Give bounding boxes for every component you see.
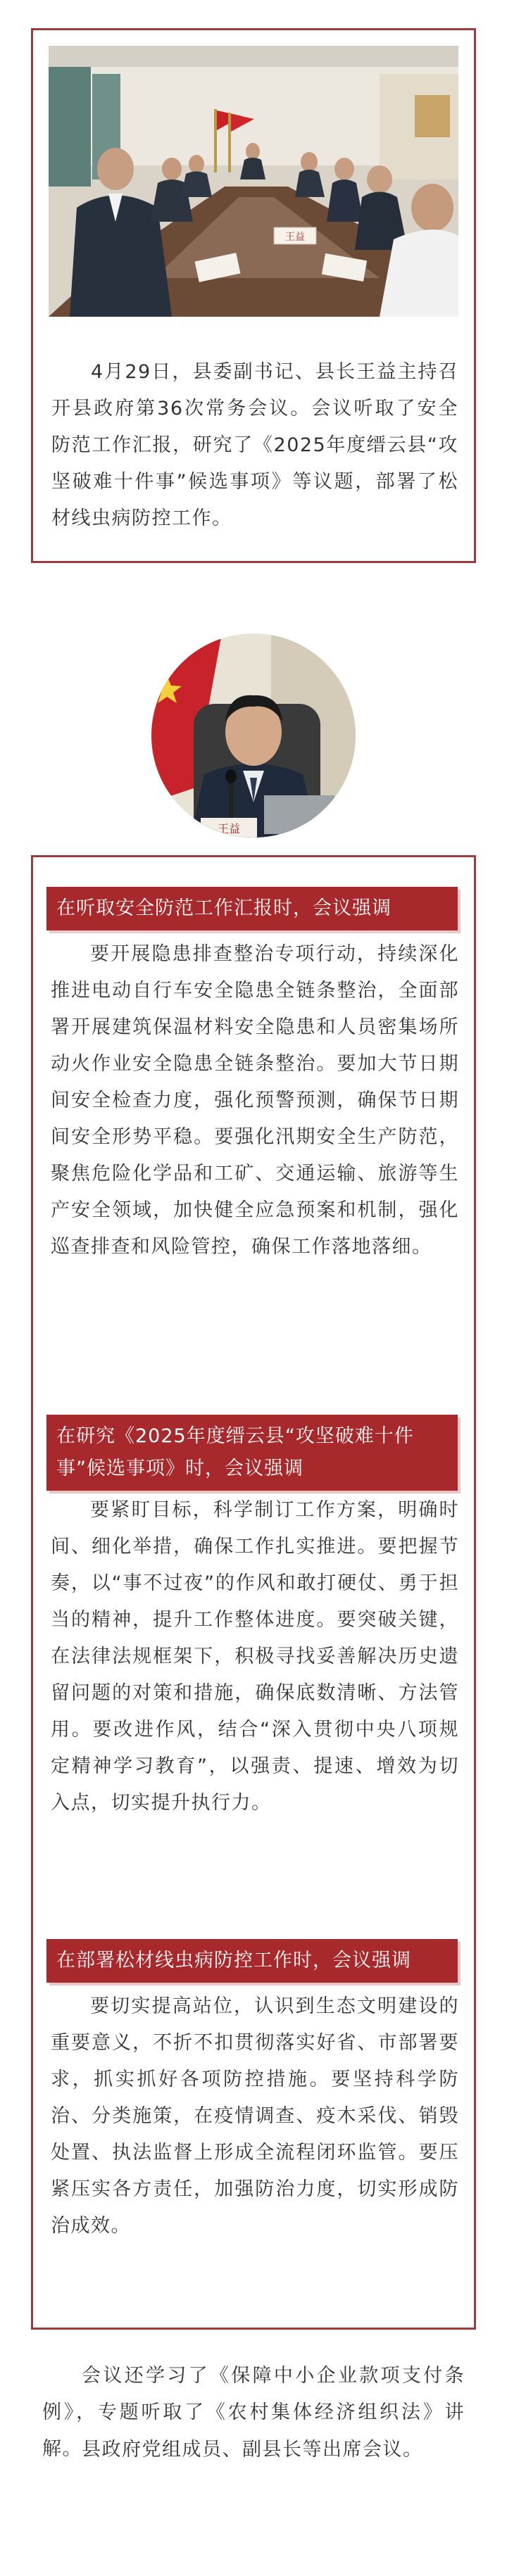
intro-paragraph: 4月29日，县委副书记、县长王益主持召开县政府第36次常务会议。会议听取了安全防范工作汇报，研究了《2025年度缙云县“攻坚破难十件事”候选事项》等议题，部署了松材线虫病防控工作。 [51, 361, 458, 529]
meeting-photo-graphic [49, 46, 458, 317]
section-body-2: 要紧盯目标，科学制订工作方案，明确时间、细化举措，确保工作扎实推进。要把握节奏，以“事不过夜”的作风和敢打硬仗、勇于担当的精神，提升工作整体进度。要突破关键，在法律法规框架下，积极寻找妥善解决历史遗留问题的对策和措施，确保底数清晰、方法管用。要改进作风，结合“深入贯彻中央八项规定精神学习教育”，以强责、提速、增效为切入点，切实提升执行力。 [51, 1499, 459, 1814]
section-body-1: 要开展隐患排查整治专项行动，持续深化推进电动自行车安全隐患全链条整治，全面部署开展建筑保温材料安全隐患和人员密集场所动火作业安全隐患全链条整治。要加大节日期间安全检查力度，强化预警预测，确保节日期间安全形势平稳。要强化汛期安全生产防范，聚焦危险化学品和工矿、交通运输、旅游等生产安全领域，加快健全应急预案和机制，强化巡查排查和风险管控，确保工作落地落细。 [51, 943, 459, 1258]
portrait-nameplate: 王益 [217, 822, 241, 835]
section-heading-2: 在研究《2025年度缙云县“攻坚破难十件事”候选事项》时，会议强调 [46, 1415, 458, 1491]
section-heading-1: 在听取安全防范工作汇报时，会议强调 [46, 887, 458, 930]
meeting-nameplate: 王益 [285, 232, 305, 243]
section-heading-3: 在部署松材线虫病防控工作时，会议强调 [46, 1939, 458, 1983]
intro-card [31, 28, 476, 563]
portrait-photo [151, 633, 356, 838]
portrait-graphic [151, 633, 356, 838]
closing-paragraph-1: 会议还学习了《保障中小企业款项支付条例》，专题听取了《农村集体经济组织法》讲解。 [42, 2365, 465, 2460]
closing-paragraph-2: 县政府党组成员、副县长等出席会议。 [82, 2439, 423, 2461]
meeting-photo [49, 46, 458, 317]
section-body-3: 要切实提高站位，认识到生态文明建设的重要意义，不折不扣贯彻落实好省、市部署要求，抓实抓好各项防控措施。要坚持科学防治、分类施策，在疫情调查、疫木采伐、销毁处置、执法监督上形成全流程闭环监管。要压紧压实各方责任，加强防治力度，切实形成防治成效。 [51, 1995, 459, 2237]
